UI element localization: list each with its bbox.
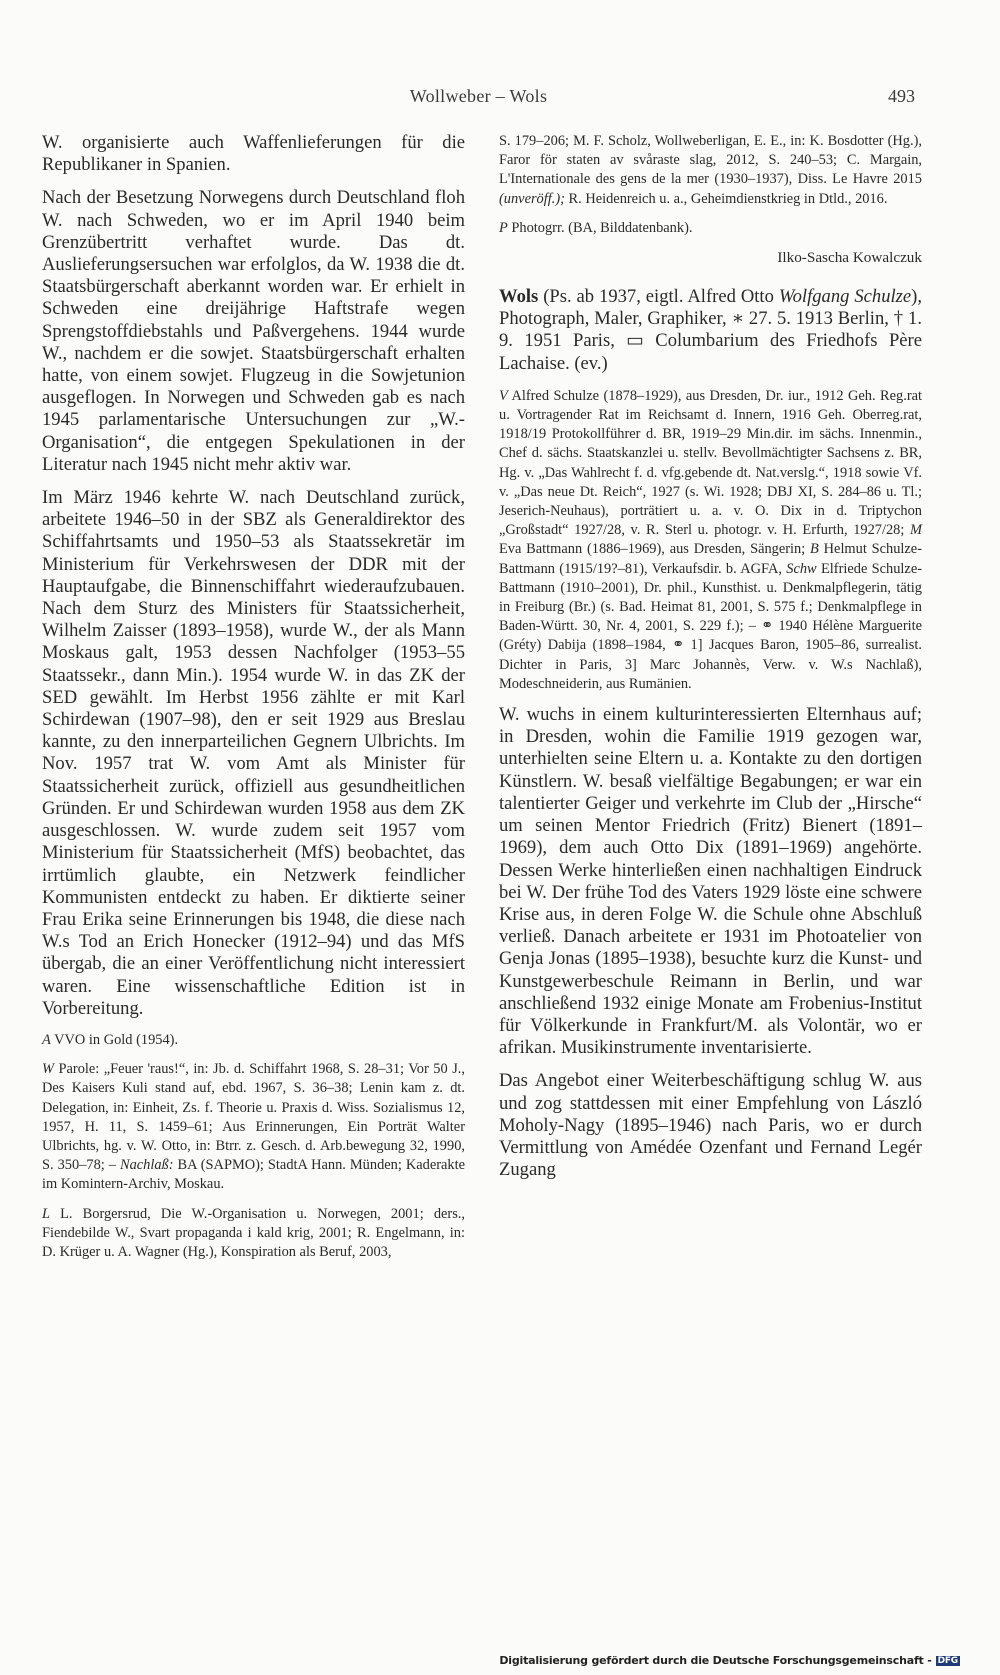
section-text: VVO in Gold (1954). bbox=[50, 1031, 179, 1048]
page-header bbox=[42, 86, 915, 116]
section-text-italic: (unveröff.); bbox=[499, 190, 565, 207]
section-marker: P bbox=[499, 219, 508, 236]
section-text: R. Heidenreich u. a., Geheimdienstkrieg in Dtld., 2016. bbox=[564, 190, 888, 207]
section-text: Alfred Schulze (1878–1929), aus Dresden, Dr. iur., 1912 Geh. Reg.rat u. Vortragender Rat im Reichsamt d. Innern, 1916 Geh. Oberreg.rat, 1918/19 Protokollführer d. BR, 1919–29 Min.dir. im sächs. Innenmin., Chef d. sächs. Staatskanzlei u. stellv. Bevollmächtigter Sachsens z. BR, Hg. v. „Das Wahlrecht f. d. vfg.gebende dt. Nat.verslg.“, 1918 sowie Vf. v. „Das neue Dt. Reich“, 1927 (s. Wi. 1928; DBJ XI, S. 284–86 u. Tl.; Jeserich-Neuhaus), porträtiert u. a. v. O. Dix in d. Triptychon „Großstadt“ 1927/28, v. R. Sterl u. photogr. v. H. Erfurth, 1927/28; bbox=[499, 387, 922, 539]
page-footer bbox=[0, 1649, 1000, 1667]
section-marker: W bbox=[42, 1061, 54, 1078]
entry-real-name: Wolfgang Schulze bbox=[778, 286, 912, 308]
section-text: BA (SAPMO); StadtA Hann. Münden; Kaderakte im Komintern-Archiv, Moskau. bbox=[42, 1157, 465, 1193]
section-marker: Schw bbox=[786, 560, 817, 577]
digitization-text: Digitalisierung gefördert durch die Deutsche Forschungsgemeinschaft - bbox=[499, 1654, 932, 1667]
section-text: L. Borgersrud, Die W.-Organisation u. Norwegen, 2001; ders., Fiendebilde W., Svart propaganda i kald krig, 2001; R. Engelmann, in: D. Krüger u. A. Wagner (Hg.), Konspiration als Beruf, 2003, bbox=[42, 1205, 465, 1260]
section-marker: M bbox=[910, 522, 922, 539]
section-text: Elfriede Schulze-Battmann (1910–2001), Dr. phil., Kunsthist. u. Denkmalpflegerin, tätig in Freiburg (Br.) (s. Bad. Heimat 81, 2001, S. 575 f.; Denkmalpflege in Baden-Württ. 30, Nr. 4, 2001, S. 229 f.); – ⚭ 1940 Hélène Marguerite (Gréty) Dabija (1898–1984, ⚭ 1] Jacques Baron, 1905–86, surrealist. Dichter in Paris, 3] Marc Johannès, Verw. v. W.s Nachlaß), Modeschneiderin, aus Rumänien. bbox=[499, 560, 923, 692]
paragraph: Nach der Besetzung Norwegens durch Deutschland floh W. nach Schweden, wo er im April 1940 beim Grenzübertritt verhaftet wurde. Das dt. Auslieferungsersuchen war erfolglos, da W. 1938 die dt. Staatsbürgerschaft aberkannt worden war. Er erhielt in Schweden eine dreijährige Haftstrafe wegen Sprengstoffdiebstahls und Paßvergehens. 1944 wurde W., nachdem er die sowjet. Staatsbürgerschaft erhalten hatte, von einem sowjet. Flugzeug in die Sowjetunion ausgeflogen. In Norwegen und Schweden gab es nach 1945 parlamentarische Untersuchungen zur „W.-Organisation“, die entgegen Spekulationen in der Literatur nach 1945 nicht mehr aktiv war. bbox=[42, 187, 465, 475]
literature-section bbox=[42, 1205, 465, 1263]
section-marker: A bbox=[42, 1031, 51, 1048]
right-column bbox=[499, 132, 922, 1192]
section-marker: B bbox=[810, 541, 819, 558]
works-section bbox=[42, 1060, 465, 1194]
section-text: S. 179–206; M. F. Scholz, Wollweberligan, E. E., in: K. Bosdotter (Hg.), Faror för staten av svåraste slag, 2012, S. 240–53; C. Margain, L'Internationale des gens de la mer (1930–1937), Diss. Le Havre 2015 bbox=[499, 133, 922, 188]
entry-text: ), Photograph, Maler, Graphiker, ∗ 27. 5. 1913 Berlin, † 1. 9. 1951 Paris, ▭ Columbarium des Friedhofs Père Lachaise. (ev.) bbox=[499, 286, 922, 374]
portraits-section bbox=[499, 219, 922, 238]
literature-continued bbox=[499, 132, 922, 209]
entry-text: (Ps. ab 1937, eigtl. Alfred Otto bbox=[538, 286, 779, 308]
digitization-note bbox=[499, 1654, 960, 1667]
page-number: 493 bbox=[888, 86, 915, 106]
section-marker: L bbox=[42, 1205, 51, 1222]
dfg-logo: DFG bbox=[937, 1656, 958, 1666]
section-text: Eva Battmann (1886–1969), aus Dresden, Sängerin; bbox=[499, 541, 811, 558]
paragraph: Im März 1946 kehrte W. nach Deutschland zurück, arbeitete 1946–50 in der SBZ als Generaldirektor des Schiffahrtsamts und 1950–53 als Staatssekretär im Ministerium für Verkehrswesen der DDR mit der Hauptaufgabe, die Binnenschiffahrt wiederaufzubauen. Nach dem Sturz des Ministers für Staatssicherheit, Wilhelm Zaisser (1893–1958), wurde W., der als Mann Moskaus galt, 1953 dessen Nachfolger (1953–55 Staatssekr., dann Min.). 1954 wurde W. in das ZK der SED gewählt. Im Herbst 1956 zählte er mit Karl Schirdewan (1907–98), den er seit 1929 aus Breslau kannte, zu den innerparteilichen Gegnern Ulbrichts. Im Nov. 1957 trat W. vom Amt als Minister für Staatssicherheit zurück, offiziell aus gesundheitlichen Gründen. Er und Schirdewan wurden 1958 aus dem ZK ausgeschlossen. W. wurde zudem seit 1957 vom Ministerium für Staatssicherheit (MfS) beobachtet, das irrtümlich glaubte, ein Netzwerk feindlicher Kommunisten entdeckt zu haben. Er diktierte seiner Frau Erika seine Erinnerungen bis 1948, die diese nach W.s Tod an Erich Honecker (1912–94) und das MfS übergab, die an einer Veröffentlichung nicht interessiert waren. Eine wissenschaftliche Edition ist in Vorbereitung. bbox=[42, 487, 465, 1019]
left-column bbox=[42, 132, 465, 1272]
author-signature: Ilko-Sascha Kowalczuk bbox=[777, 249, 922, 267]
awards-section bbox=[42, 1031, 465, 1050]
running-head: Wollweber – Wols bbox=[409, 86, 548, 106]
paragraph: Das Angebot einer Weiterbeschäftigung schlug W. aus und zog stattdessen mit einer Empfehlung von László Moholy-Nagy (1895–1946) nach Paris, wo er durch Vermittlung von Amédée Ozenfant und Fernand Legér Zugang bbox=[499, 1070, 922, 1181]
section-subheading: Nachlaß: bbox=[119, 1157, 174, 1174]
section-text: Parole: „Feuer 'raus!“, in: Jb. d. Schiffahrt 1968, S. 28–31; Vor 50 J., Des Kaisers Kuli stand auf, ebd. 1967, S. 36–38; Lenin kam z. dt. Delegation, in: Einheit, Zs. f. Theorie u. Praxis d. Wiss. Sozialismus 12, 1957, H. 11, S. 1459–61; Aus Erinnerungen, Ein Porträt Walter Ulbrichts, hg. v. W. Otto, in: Btrr. z. Gesch. d. Arb.bewegung 32, 1990, S. 350–78; – bbox=[42, 1061, 465, 1174]
paragraph: W. organisierte auch Waffenlieferungen für die Republikaner in Spanien. bbox=[42, 132, 465, 176]
entry-heading bbox=[499, 286, 922, 375]
section-marker: V bbox=[499, 387, 508, 404]
entry-name: Wols bbox=[499, 286, 539, 308]
paragraph: W. wuchs in einem kulturinteressierten Elternhaus auf; in Dresden, wohin die Familie 1919 gezogen war, unterhielten seine Eltern u. a. Kontakte zu den dortigen Künstlern. W. besaß vielfältige Begabungen; er war ein talentierter Geiger und verkehrte im Club der „Hirsche“ um seinen Mentor Friedrich (Fritz) Bienert (1891–1969), dem auch Otto Dix (1891–1969) angehörte. Dessen Werke hinterließen einen nachhaltigen Eindruck bei W. Der frühe Tod des Vaters 1929 löste eine schwere Krise aus, in deren Folge W. die Schule ohne Abschluß verließ. Danach arbeitete er 1931 im Photoatelier von Genja Jonas (1895–1938), besuchte kurz die Kunst- und Kunstgewerbeschule Reimann in Berlin, und war anschließend 1932 einige Monate am Frobenius-Institut für Völkerkunde in Frankfurt/M. als Volontär, wo er afrikan. Musikinstrumente inventarisierte. bbox=[499, 704, 922, 1059]
genealogy-section bbox=[499, 387, 922, 694]
section-text: Photogrr. (BA, Bilddatenbank). bbox=[507, 219, 693, 236]
section-text: Helmut Schulze-Battmann (1915/19?–81), Verkaufsdir. b. AGFA, bbox=[499, 541, 922, 577]
